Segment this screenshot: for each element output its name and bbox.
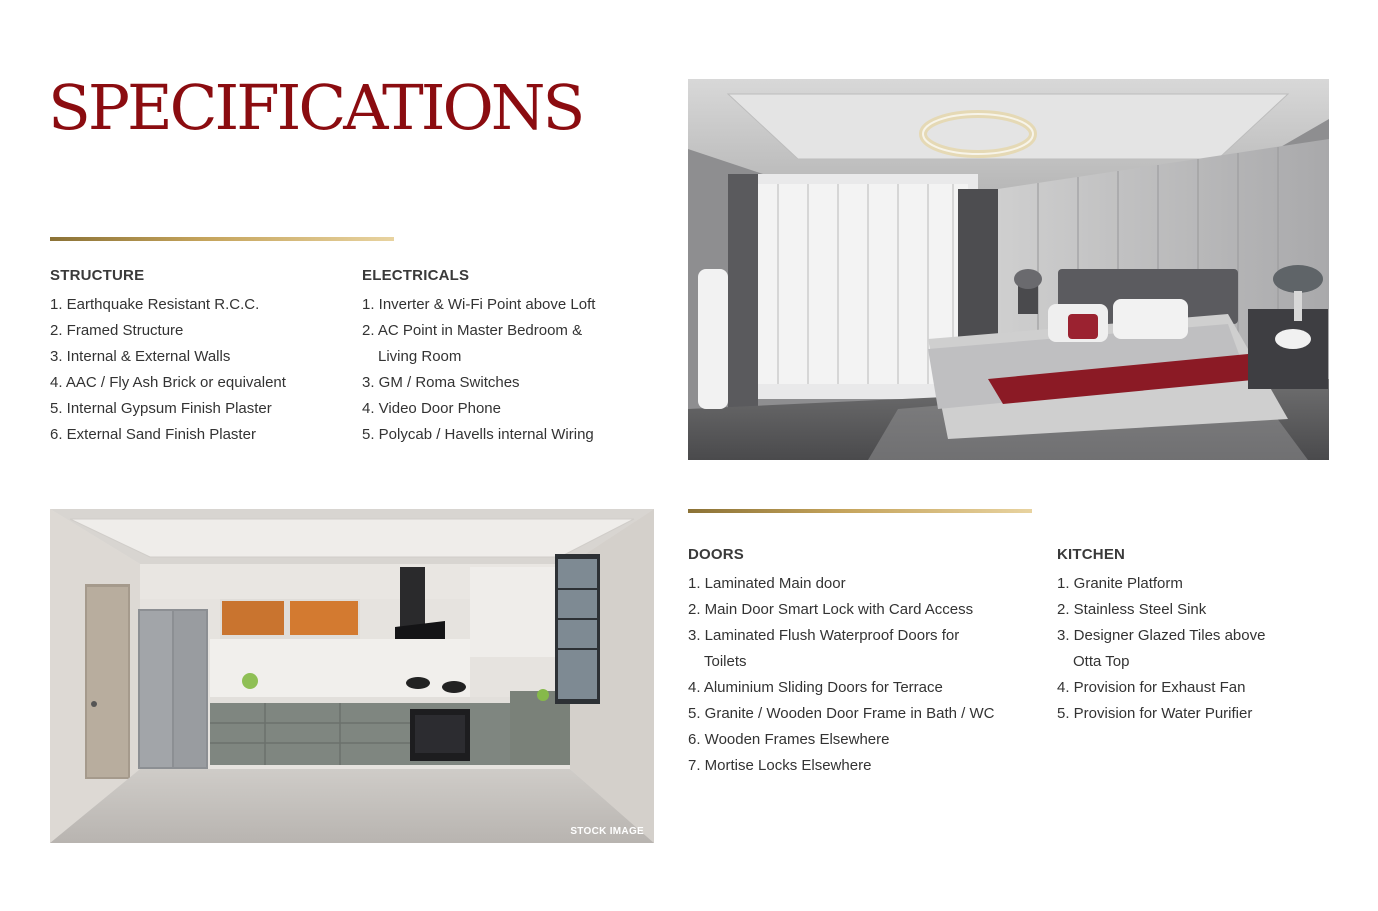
doors-heading: DOORS	[688, 546, 745, 563]
page-title: SPECIFICATIONS	[48, 71, 583, 144]
structure-item: 3. Internal & External Walls	[50, 348, 231, 365]
electricals-list	[362, 292, 662, 448]
kitchen-photo	[50, 509, 654, 843]
kitchen-heading: KITCHEN	[1057, 546, 1126, 563]
doors-item: 6. Wooden Frames Elsewhere	[688, 731, 890, 748]
kitchen-section	[1057, 545, 1347, 727]
structure-item: 1. Earthquake Resistant R.C.C.	[50, 296, 260, 313]
doors-item-continued	[688, 649, 1018, 675]
electricals-item: 5. Polycab / Havells internal Wiring	[362, 426, 594, 443]
stock-image-label: STOCK IMAGE	[570, 826, 644, 837]
doors-item: 2. Main Door Smart Lock with Card Access	[688, 601, 974, 618]
kitchen-illustration	[50, 509, 654, 843]
electricals-item: 3. GM / Roma Switches	[362, 374, 520, 391]
structure-heading: STRUCTURE	[50, 267, 145, 284]
doors-item: 3. Laminated Flush Waterproof Doors for	[688, 627, 960, 644]
gold-divider-top	[50, 237, 394, 241]
structure-section	[50, 266, 350, 448]
doors-list	[688, 571, 1018, 779]
kitchen-list	[1057, 571, 1347, 727]
structure-item: 6. External Sand Finish Plaster	[50, 426, 256, 443]
kitchen-item-continuation: Otta Top	[1073, 653, 1130, 670]
electricals-heading: ELECTRICALS	[362, 267, 470, 284]
electricals-item-continued	[362, 344, 662, 370]
structure-item: 2. Framed Structure	[50, 322, 184, 339]
kitchen-item: 1. Granite Platform	[1057, 575, 1183, 592]
gold-divider-bottom	[688, 509, 1032, 513]
doors-section	[688, 545, 1018, 779]
electricals-item-continuation: Living Room	[378, 348, 462, 365]
doors-item: 7. Mortise Locks Elsewhere	[688, 757, 872, 774]
kitchen-item: 2. Stainless Steel Sink	[1057, 601, 1207, 618]
structure-item: 5. Internal Gypsum Finish Plaster	[50, 400, 272, 417]
doors-item: 5. Granite / Wooden Door Frame in Bath / WC	[688, 705, 995, 722]
structure-list	[50, 292, 350, 448]
kitchen-item: 4. Provision for Exhaust Fan	[1057, 679, 1246, 696]
electricals-item: 2. AC Point in Master Bedroom &	[362, 322, 583, 339]
electricals-section	[362, 266, 662, 448]
bedroom-photo	[688, 79, 1329, 460]
electricals-item: 1. Inverter & Wi-Fi Point above Loft	[362, 296, 596, 313]
kitchen-item: 3. Designer Glazed Tiles above	[1057, 627, 1266, 644]
doors-item-continuation: Toilets	[704, 653, 747, 670]
kitchen-item-continued	[1057, 649, 1347, 675]
structure-item: 4. AAC / Fly Ash Brick or equivalent	[50, 374, 286, 391]
electricals-item: 4. Video Door Phone	[362, 400, 501, 417]
doors-item: 4. Aluminium Sliding Doors for Terrace	[688, 679, 943, 696]
bedroom-illustration	[688, 79, 1329, 460]
kitchen-item: 5. Provision for Water Purifier	[1057, 705, 1253, 722]
doors-item: 1. Laminated Main door	[688, 575, 846, 592]
